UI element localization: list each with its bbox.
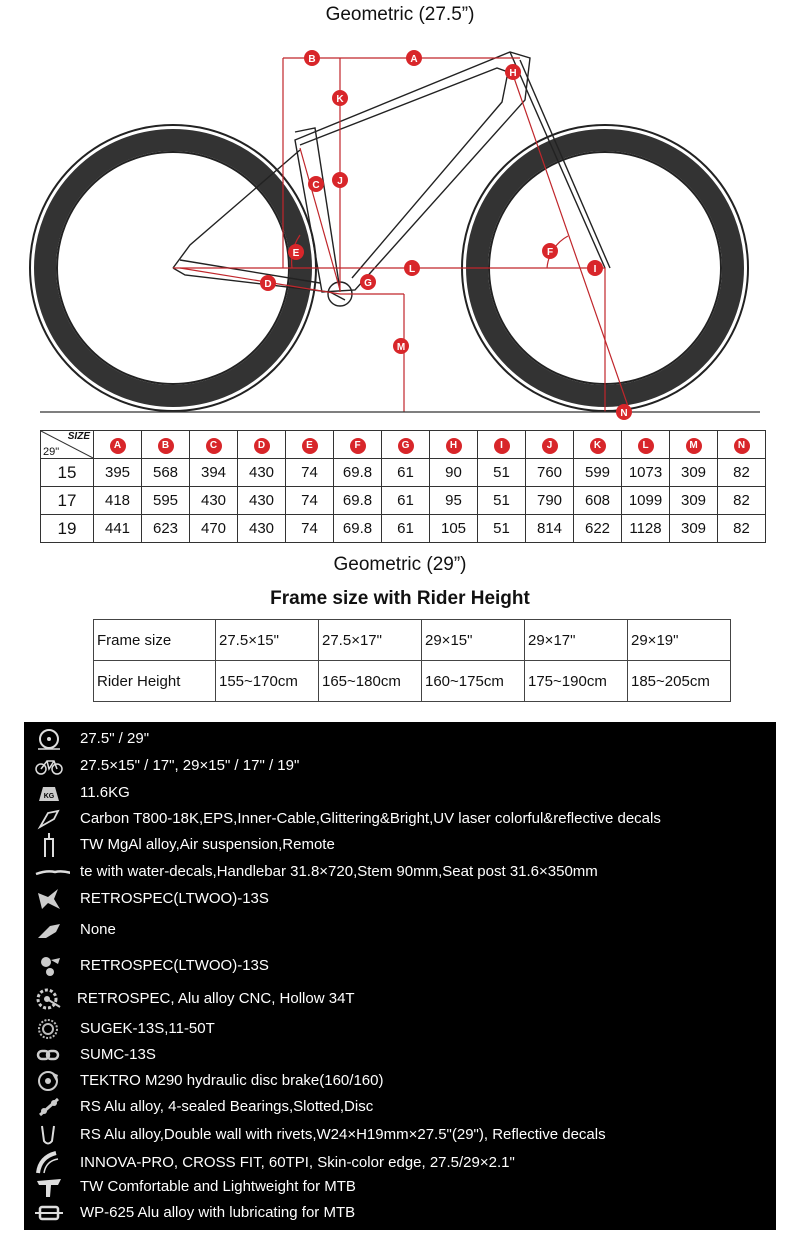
geometry-header-row (41, 431, 766, 459)
geometry-table (40, 430, 766, 543)
weight-icon (34, 781, 64, 805)
spec-row-hub: RS Alu alloy, 4-sealed Bearings,Slotted,Disc (24, 1094, 776, 1120)
svg-text:I: I (593, 264, 597, 275)
svg-text:F: F (546, 247, 554, 258)
rider-height-label: Rider Height (94, 661, 216, 702)
spec-row-rear-derailleur: RETROSPEC(LTWOO)-13S (24, 953, 776, 979)
spec-row-saddle: TW Comfortable and Lightweight for MTB (24, 1174, 776, 1200)
column-header-B: B (142, 431, 190, 459)
svg-text:E: E (292, 248, 300, 259)
spec-row-rim: RS Alu alloy,Double wall with rivets,W24×H19mm×27.5"(29"), Reflective decals (24, 1122, 776, 1148)
spec-row-pedal: WP-625 Alu alloy with lubricating for MTB (24, 1200, 776, 1226)
svg-text:C: C (312, 180, 320, 191)
label-J (332, 172, 348, 188)
svg-text:L: L (408, 264, 416, 275)
wheel-size-icon (34, 727, 64, 751)
fork-icon (34, 833, 64, 857)
label-A (406, 50, 422, 66)
spec-row-chain: SUMC-13S (24, 1042, 776, 1068)
svg-text:H: H (509, 68, 517, 79)
column-header-L: L (622, 431, 670, 459)
spec-row-brake: TEKTRO M290 hydraulic disc brake(160/160) (24, 1068, 776, 1094)
svg-text:KG: KG (43, 793, 55, 800)
column-header-H: H (430, 431, 478, 459)
svg-text:M: M (396, 342, 406, 353)
rim-icon (34, 1123, 64, 1147)
bike-geometry-diagram (0, 30, 800, 420)
column-header-F: F (334, 431, 382, 459)
bike-icon (34, 754, 64, 778)
geometry-29-title: Geometric (29”) (333, 554, 467, 575)
label-C (308, 176, 324, 192)
spec-row-cassette: SUGEK-13S,11-50T (24, 1016, 776, 1042)
front-derailleur-icon (34, 918, 64, 942)
size-header-label: SIZE (67, 431, 90, 442)
label-K (332, 90, 348, 106)
label-B (304, 50, 320, 66)
label-L (404, 260, 420, 276)
hub-icon (34, 1095, 64, 1119)
measurement-lines (173, 58, 630, 412)
column-header-M: M (670, 431, 718, 459)
column-header-K: K (574, 431, 622, 459)
geometry-row: 19 441 623 470 430 74 69.8 61 105 51 814 622 1128 309 82 (41, 515, 766, 543)
label-D (260, 275, 276, 291)
frame-size-label: Frame size (94, 620, 216, 661)
frame-icon (34, 807, 64, 831)
chain-icon (34, 1043, 64, 1067)
label-I (587, 260, 603, 276)
spec-row-handlebar: te with water-decals,Handlebar 31.8×720,Stem 90mm,Seat post 31.6×350mm (24, 859, 776, 885)
saddle-icon (34, 1175, 64, 1199)
frame-size-table (93, 619, 731, 702)
label-E (288, 244, 304, 260)
column-header-N: N (718, 431, 766, 459)
tire-icon (34, 1151, 64, 1175)
label-F (542, 243, 558, 259)
geometry-27-title: Geometric (27.5”) (325, 4, 475, 25)
shifter-icon (34, 887, 64, 911)
svg-text:J: J (337, 176, 343, 187)
svg-text:G: G (364, 278, 372, 289)
label-M (393, 338, 409, 354)
crankset-icon (34, 987, 64, 1011)
label-N (616, 404, 632, 420)
column-header-I: I (478, 431, 526, 459)
column-header-D: D (238, 431, 286, 459)
geometry-row: 17 418 595 430 430 74 69.8 61 95 51 790 608 1099 309 82 (41, 487, 766, 515)
spec-panel (24, 722, 776, 1230)
frame-size-heading: Frame size with Rider Height (270, 588, 530, 609)
frame-size-row: Frame size 27.5×15" 27.5×17" 29×15" 29×17" 29×19" (94, 620, 731, 661)
cassette-icon (34, 1017, 64, 1041)
label-G (360, 274, 376, 290)
disc-brake-icon (34, 1069, 64, 1093)
column-header-E: E (286, 431, 334, 459)
spec-row-wheel-size: 27.5" / 29" (24, 726, 776, 752)
spec-row-frame-size: 27.5×15" / 17", 29×15" / 17" / 19" (24, 753, 776, 779)
spec-row-shifter: RETROSPEC(LTWOO)-13S (24, 886, 776, 912)
column-header-J: J (526, 431, 574, 459)
svg-text:K: K (336, 94, 344, 105)
svg-text:D: D (264, 279, 272, 290)
label-H (505, 64, 521, 80)
rider-height-row: Rider Height 155~170cm 165~180cm 160~175cm 175~190cm 185~205cm (94, 661, 731, 702)
rear-derailleur-icon (34, 954, 64, 978)
wheel-header-label: 29" (43, 446, 60, 458)
dimension-labels (260, 50, 632, 420)
handlebar-icon (30, 860, 70, 884)
spec-row-front-derailleur: None (24, 917, 776, 943)
spec-row-weight: KG 11.6KG (24, 780, 776, 806)
pedal-icon (34, 1201, 64, 1225)
spec-row-fork: TW MgAl alloy,Air suspension,Remote (24, 832, 776, 858)
svg-text:A: A (410, 54, 418, 65)
svg-text:N: N (620, 408, 628, 419)
size-wheel-header (41, 431, 94, 459)
geometry-row: 15 395 568 394 430 74 69.8 61 90 51 760 599 1073 309 82 (41, 459, 766, 487)
spec-row-tire: INNOVA-PRO, CROSS FIT, 60TPI, Skin-color edge, 27.5/29×2.1" (24, 1150, 776, 1176)
column-header-C: C (190, 431, 238, 459)
spec-row-frame: Carbon T800-18K,EPS,Inner-Cable,Glittering&Bright,UV laser colorful&reflective decals (24, 806, 776, 832)
column-header-G: G (382, 431, 430, 459)
spec-row-crankset: RETROSPEC, Alu alloy CNC, Hollow 34T (24, 986, 776, 1012)
svg-text:B: B (308, 54, 316, 65)
column-header-A: A (94, 431, 142, 459)
